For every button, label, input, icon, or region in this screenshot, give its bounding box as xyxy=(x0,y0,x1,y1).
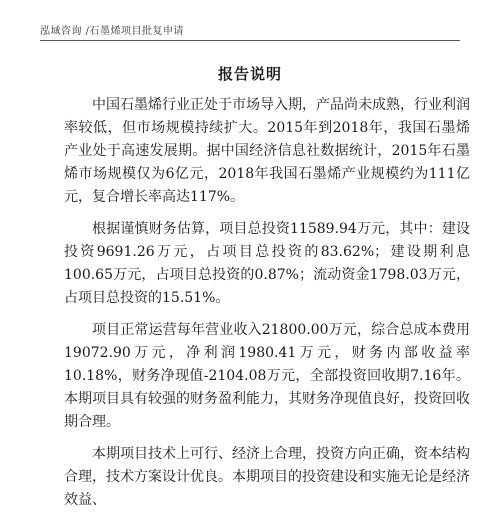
paragraph-investment: 根据谨慎财务估算，项目总投资11589.94万元，其中：建设投资9691.26万元，占项目总投资的83.62%；建设期利息100.65万元，占项目总投资的0.87%；流动资金1798.03万元，占项目总投资的15.51%。 xyxy=(64,221,470,306)
breadcrumb: 泓域咨询 /石墨烯项目批复申请 xyxy=(40,26,185,37)
paragraph-market: 中国石墨烯行业正处于市场导入期，产品尚未成熟，行业利润率较低，但市场规模持续扩大。2015年到2018年，我国石墨烯产业处于高速发展期。据中国经济信息社数据统计，2015年石墨烯市场规模仅为6亿元，2018年我国石墨烯产业规模约为111亿元，复合增长率高达117%。 xyxy=(64,97,470,205)
paragraph-feasibility: 本期项目技术上可行、经济上合理，投资方向正确，资本结构合理，技术方案设计优良。本期项目的投资建设和实施无论是经济效益、 xyxy=(64,446,470,508)
document-header xyxy=(40,22,460,42)
page-title: 报告说明 xyxy=(217,65,282,83)
document-body xyxy=(64,94,470,521)
paragraph-revenue: 项目正常运营每年营业收入21800.00万元，综合总成本费用19072.90万元，净利润1980.41万元，财务内部收益率10.18%，财务净现值-2104.08万元，全部投资回收期7.16年。本期项目具有较强的财务盈利能力，其财务净现值良好，投资回收期合理。 xyxy=(64,322,470,430)
header-divider xyxy=(40,40,460,41)
